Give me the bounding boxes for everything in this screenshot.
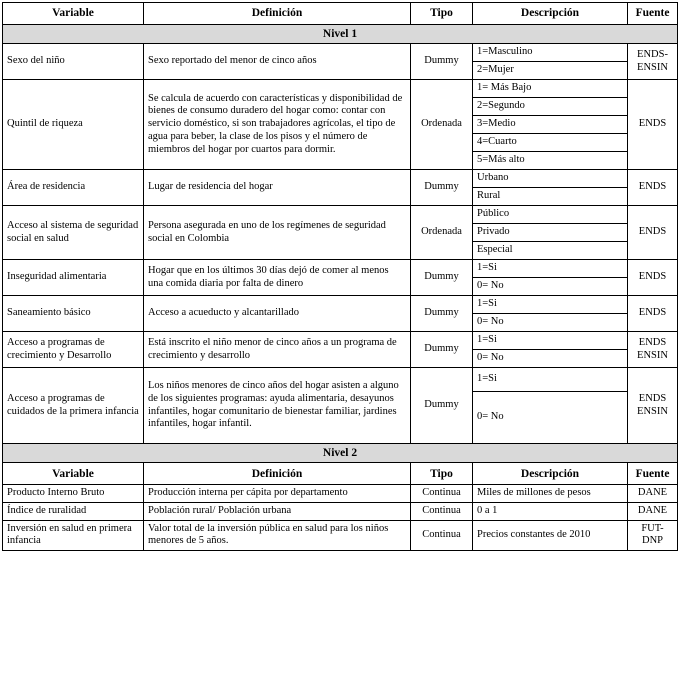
table-row — [3, 296, 678, 314]
cell-definicion: Sexo reportado del menor de cinco años — [144, 44, 411, 80]
table-row — [3, 80, 678, 98]
column-header-fuente: Fuente — [628, 3, 678, 25]
cell-variable: Inseguridad alimentaria — [3, 260, 144, 296]
cell-descripcion-option: 1=Si — [473, 296, 628, 314]
cell-descripcion-option: Rural — [473, 188, 628, 206]
fuente-line-1: ENDS — [638, 392, 667, 404]
table-header-row — [3, 3, 678, 25]
cell-descripcion-option: 5=Más alto — [473, 152, 628, 170]
cell-tipo: Ordenada — [411, 206, 473, 260]
cell-variable: Quintil de riqueza — [3, 80, 144, 170]
cell-descripcion-option: 4=Cuarto — [473, 134, 628, 152]
cell-variable: Inversión en salud en primera infancia — [3, 520, 144, 551]
cell-descripcion-option: Público — [473, 206, 628, 224]
cell-definicion: Producción interna per cápita por departamento — [144, 485, 411, 503]
column-header-tipo-2: Tipo — [411, 463, 473, 485]
cell-tipo: Continua — [411, 502, 473, 520]
cell-variable: Saneamiento básico — [3, 296, 144, 332]
cell-variable: Área de residencia — [3, 170, 144, 206]
table-row — [3, 520, 678, 551]
cell-definicion: Hogar que en los últimos 30 días dejó de comer al menos una comida diaria por falta de dinero — [144, 260, 411, 296]
cell-tipo: Dummy — [411, 368, 473, 444]
cell-descripcion: 0 a 1 — [473, 502, 628, 520]
cell-definicion: Persona asegurada en uno de los regímenes de seguridad social en Colombia — [144, 206, 411, 260]
table-row — [3, 170, 678, 188]
table-row — [3, 332, 678, 350]
cell-descripcion-option: 0= No — [473, 392, 628, 444]
cell-definicion: Población rural/ Población urbana — [144, 502, 411, 520]
cell-tipo: Dummy — [411, 332, 473, 368]
cell-fuente — [628, 368, 678, 444]
cell-definicion: Los niños menores de cinco años del hogar asisten a alguno de los siguientes programas: ayuda alimentaria, desayunos infantiles, hogar comunitario de bienestar familiar, jardines infantiles, hogar infantil. — [144, 368, 411, 444]
cell-tipo: Ordenada — [411, 80, 473, 170]
cell-tipo: Dummy — [411, 296, 473, 332]
fuente-line-2: ENSIN — [637, 61, 668, 73]
fuente-line-2: DNP — [641, 535, 663, 547]
cell-descripcion-option: 0= No — [473, 350, 628, 368]
cell-fuente: ENDS — [628, 206, 678, 260]
cell-definicion: Está inscrito el niño menor de cinco años a un programa de crecimiento y desarrollo — [144, 332, 411, 368]
column-header-definicion: Definición — [144, 3, 411, 25]
table-row — [3, 44, 678, 62]
variables-definition-table — [2, 2, 678, 551]
cell-descripcion-option: Especial — [473, 242, 628, 260]
cell-fuente — [628, 520, 678, 551]
table-header-row-secondary — [3, 463, 678, 485]
cell-variable: Acceso al sistema de seguridad social en salud — [3, 206, 144, 260]
cell-tipo: Continua — [411, 485, 473, 503]
table-row — [3, 206, 678, 224]
cell-fuente: ENDS — [628, 80, 678, 170]
column-header-variable-2: Variable — [3, 463, 144, 485]
section-banner-nivel2: Nivel 2 — [3, 444, 678, 463]
cell-fuente: DANE — [628, 502, 678, 520]
fuente-line-2: ENSIN — [637, 405, 668, 417]
cell-descripcion-option: 2=Mujer — [473, 62, 628, 80]
cell-tipo: Dummy — [411, 260, 473, 296]
section-banner-nivel1-row — [3, 25, 678, 44]
cell-tipo: Dummy — [411, 170, 473, 206]
cell-fuente — [628, 332, 678, 368]
fuente-line-1: FUT- — [641, 522, 664, 534]
cell-variable: Acceso a programas de cuidados de la primera infancia — [3, 368, 144, 444]
cell-tipo: Dummy — [411, 44, 473, 80]
cell-descripcion-option: 1=Si — [473, 368, 628, 392]
cell-descripcion-option: 0= No — [473, 278, 628, 296]
cell-fuente — [628, 44, 678, 80]
cell-descripcion: Precios constantes de 2010 — [473, 520, 628, 551]
cell-definicion: Lugar de residencia del hogar — [144, 170, 411, 206]
cell-variable: Producto Interno Bruto — [3, 485, 144, 503]
section-banner-nivel1: Nivel 1 — [3, 25, 678, 44]
column-header-descripcion: Descripción — [473, 3, 628, 25]
cell-fuente: DANE — [628, 485, 678, 503]
table-row — [3, 485, 678, 503]
column-header-fuente-2: Fuente — [628, 463, 678, 485]
cell-descripcion: Miles de millones de pesos — [473, 485, 628, 503]
fuente-line-2: ENSIN — [637, 349, 668, 361]
cell-descripcion-option: 2=Segundo — [473, 98, 628, 116]
cell-fuente: ENDS — [628, 296, 678, 332]
table-row — [3, 368, 678, 392]
cell-variable: Sexo del niño — [3, 44, 144, 80]
column-header-definicion-2: Definición — [144, 463, 411, 485]
cell-variable: Índice de ruralidad — [3, 502, 144, 520]
fuente-line-1: ENDS — [638, 336, 667, 348]
cell-definicion: Se calcula de acuerdo con características y disponibilidad de bienes de consumo duradero del hogar como: contar con servicio doméstico, si son trabajadores agrícolas, el tipo de agua para beber, la clase de los pisos y el número de miembros del hogar por cuartos para dormir. — [144, 80, 411, 170]
cell-fuente: ENDS — [628, 170, 678, 206]
cell-fuente: ENDS — [628, 260, 678, 296]
cell-variable: Acceso a programas de crecimiento y Desarrollo — [3, 332, 144, 368]
cell-descripcion-option: Urbano — [473, 170, 628, 188]
table-row — [3, 502, 678, 520]
column-header-tipo: Tipo — [411, 3, 473, 25]
cell-descripcion-option: 1= Más Bajo — [473, 80, 628, 98]
cell-descripcion-option: 0= No — [473, 314, 628, 332]
cell-tipo: Continua — [411, 520, 473, 551]
cell-descripcion-option: 1=Masculino — [473, 44, 628, 62]
cell-descripcion-option: Privado — [473, 224, 628, 242]
cell-descripcion-option: 3=Medio — [473, 116, 628, 134]
cell-definicion: Acceso a acueducto y alcantarillado — [144, 296, 411, 332]
fuente-line-1: ENDS- — [637, 48, 668, 60]
table-row — [3, 260, 678, 278]
section-banner-nivel2-row — [3, 444, 678, 463]
column-header-descripcion-2: Descripción — [473, 463, 628, 485]
cell-descripcion-option: 1=Si — [473, 260, 628, 278]
cell-definicion: Valor total de la inversión pública en salud para los niños menores de 5 años. — [144, 520, 411, 551]
column-header-variable: Variable — [3, 3, 144, 25]
cell-descripcion-option: 1=Si — [473, 332, 628, 350]
